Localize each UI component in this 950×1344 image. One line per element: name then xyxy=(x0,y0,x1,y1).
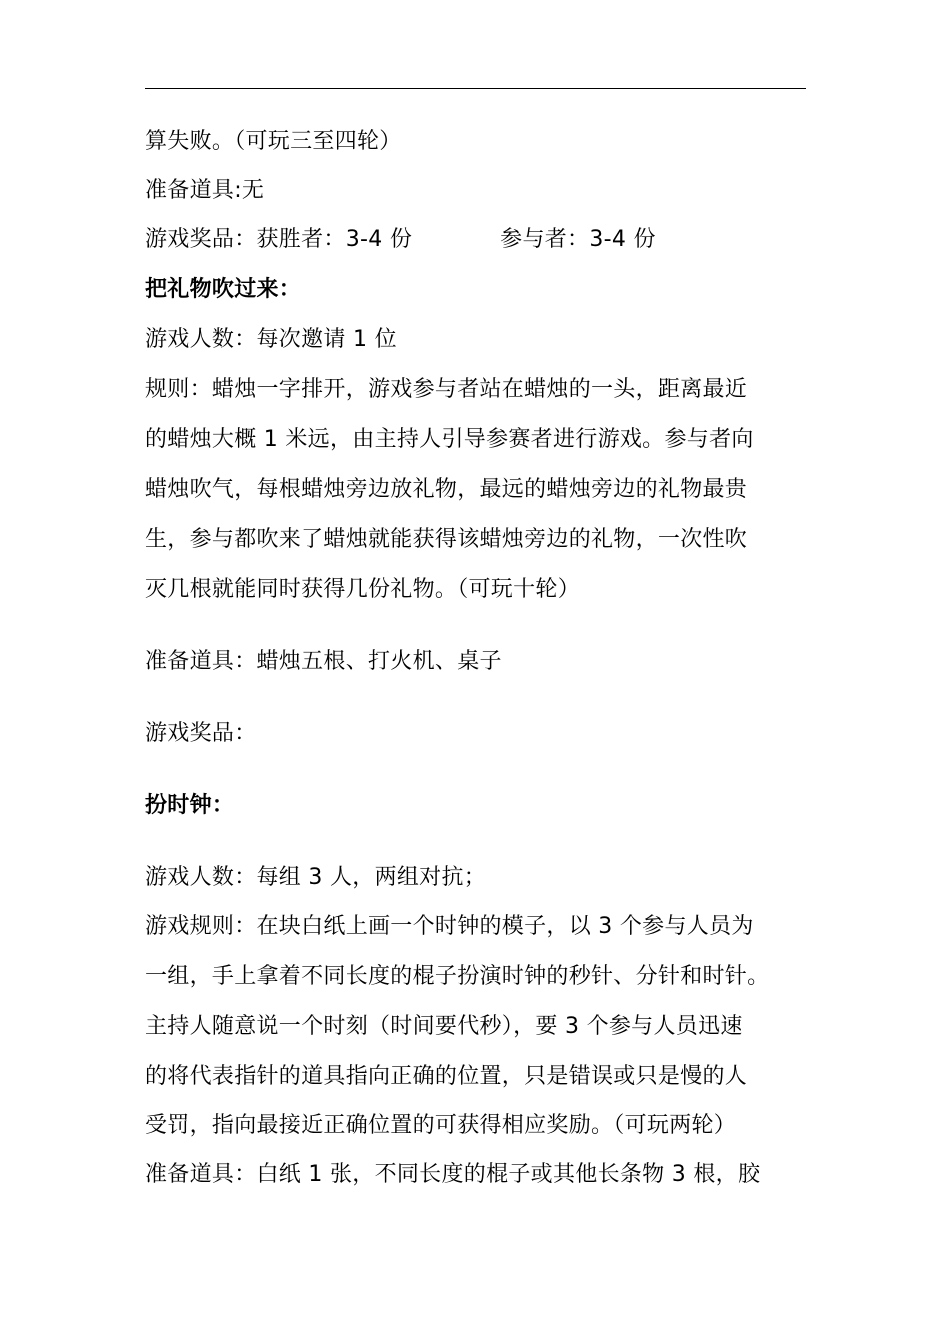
section-heading: 扮时钟： xyxy=(145,793,235,818)
text-line: 游戏人数：每次邀请 1 位 xyxy=(145,327,397,352)
text-line: 的将代表指针的道具指向正确的位置，只是错误或只是慢的人 xyxy=(145,1064,748,1089)
section-heading: 把礼物吹过来： xyxy=(145,277,302,302)
prizes-line xyxy=(145,226,656,254)
text-line: 一组，手上拿着不同长度的棍子扮演时钟的秒针、分针和时针。 xyxy=(145,964,770,989)
prizes-winner: 游戏奖品：获胜者：3-4 份 xyxy=(145,227,413,252)
text-line: 灭几根就能同时获得几份礼物。（可玩十轮） xyxy=(145,577,581,602)
text-line: 准备道具：蜡烛五根、打火机、桌子 xyxy=(145,649,502,674)
text-line: 准备道具:无 xyxy=(145,178,265,203)
text-line: 准备道具：白纸 1 张，不同长度的棍子或其他长条物 3 根，胶 xyxy=(145,1162,761,1187)
text-line: 规则：蜡烛一字排开，游戏参与者站在蜡烛的一头，距离最近 xyxy=(145,377,748,402)
text-line: 算失败。（可玩三至四轮） xyxy=(145,129,402,154)
text-line: 主持人随意说一个时刻（时间要代秒），要 3 个参与人员迅速 xyxy=(145,1014,743,1039)
text-line: 游戏人数：每组 3 人，两组对抗； xyxy=(145,865,487,890)
text-line: 蜡烛吹气，每根蜡烛旁边放礼物，最远的蜡烛旁边的礼物最贵 xyxy=(145,477,748,502)
header-rule xyxy=(145,88,806,89)
prizes-participant: 参与者：3-4 份 xyxy=(500,227,656,252)
text-line: 游戏规则：在块白纸上画一个时钟的模子，以 3 个参与人员为 xyxy=(145,914,754,939)
text-line: 的蜡烛大概 1 米远，由主持人引导参赛者进行游戏。参与者向 xyxy=(145,427,754,452)
text-line: 受罚，指向最接近正确位置的可获得相应奖励。（可玩两轮） xyxy=(145,1113,737,1138)
text-line: 游戏奖品： xyxy=(145,721,257,746)
text-line: 生，参与都吹来了蜡烛就能获得该蜡烛旁边的礼物，一次性吹 xyxy=(145,527,748,552)
